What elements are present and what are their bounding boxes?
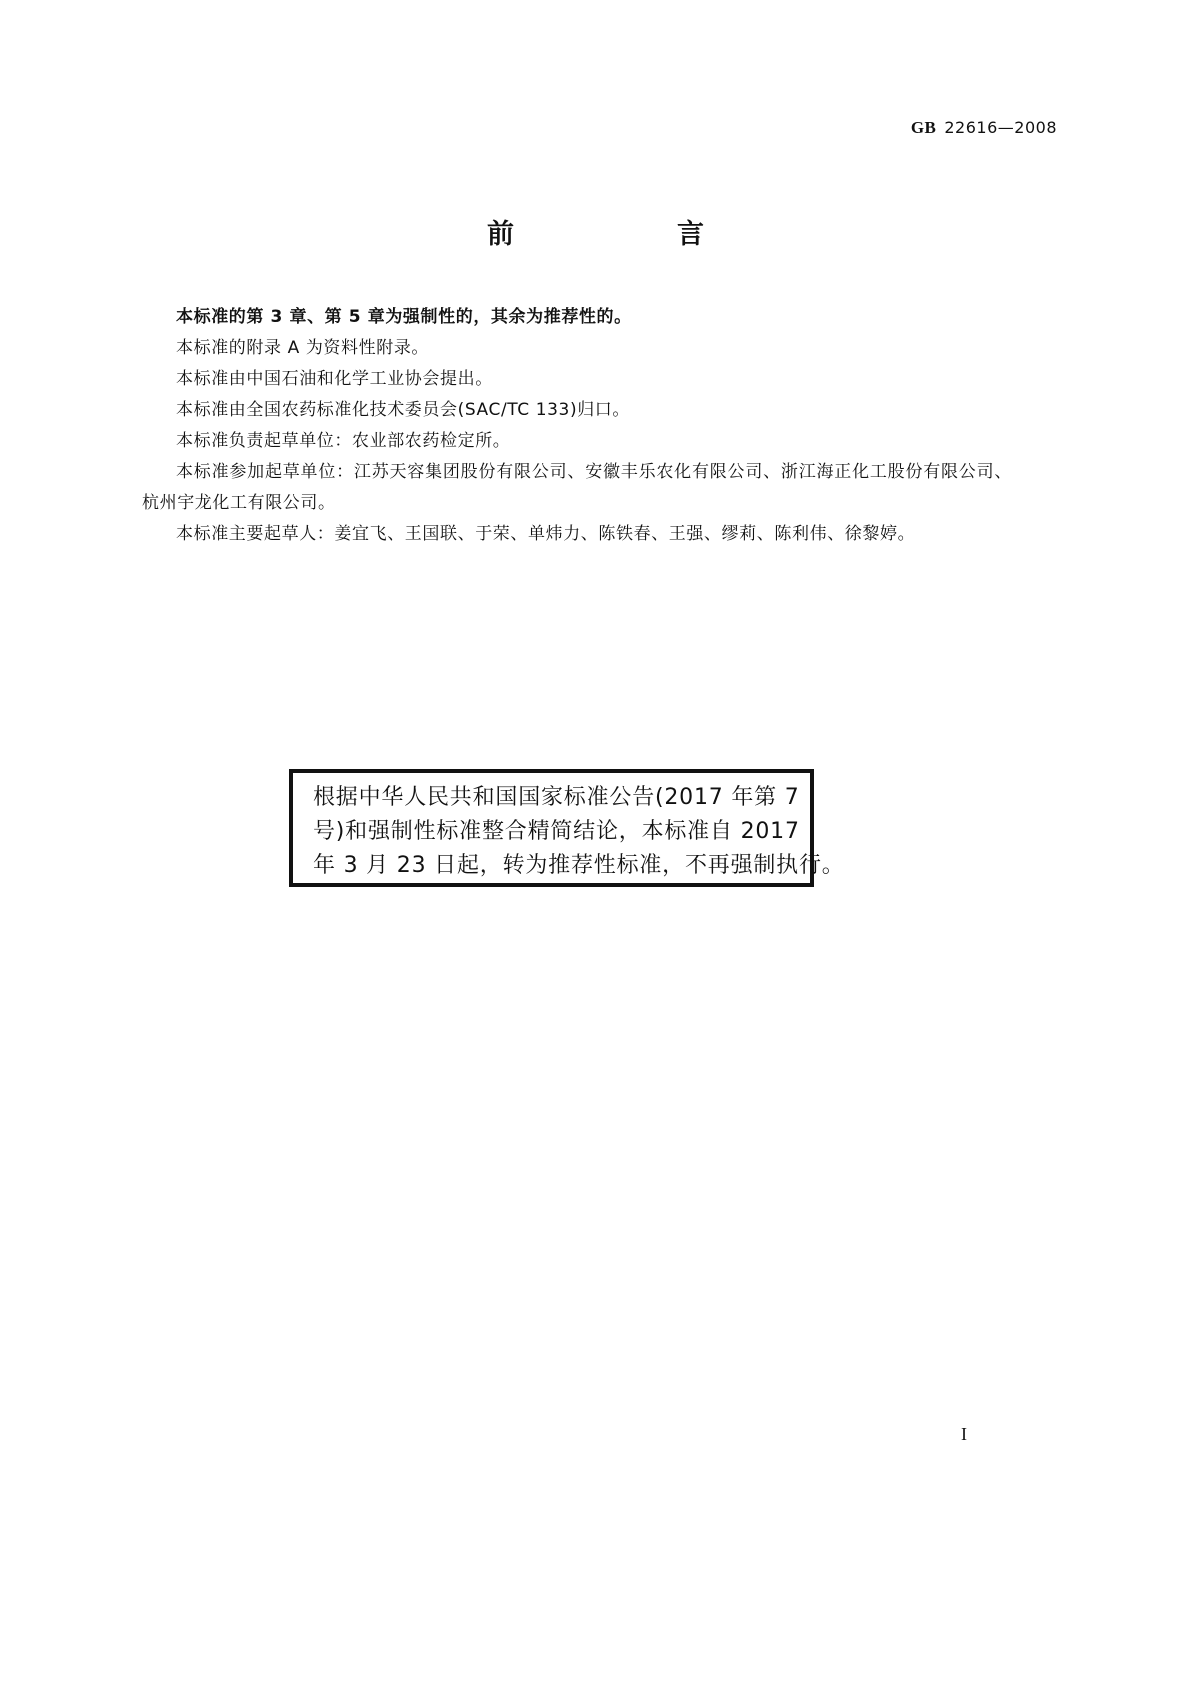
standard-prefix: GB: [910, 118, 937, 137]
paragraph-appendix: 本标准的附录 A 为资料性附录。: [176, 338, 430, 358]
paragraph-centralized-by: 本标准由全国农药标准化技术委员会(SAC/TC 133)归口。: [176, 400, 631, 420]
notice-line: 号)和强制性标准整合精简结论，本标准自 2017: [313, 819, 800, 844]
notice-box: [289, 769, 845, 887]
page-title: 前 言: [487, 219, 772, 250]
paragraph-participating-drafters: 本标准参加起草单位：江苏天容集团股份有限公司、安徽丰乐农化有限公司、浙江海正化工股份有限公司、杭州宇龙化工有限公司。: [142, 462, 1012, 513]
paragraph-lead-drafter: 本标准负责起草单位：农业部农药检定所。: [176, 431, 511, 451]
page-number: I: [961, 1424, 967, 1444]
notice-line: 根据中华人民共和国国家标准公告(2017 年第 7: [313, 785, 800, 810]
foreword-body: [142, 302, 1012, 550]
paragraph-proposed-by: 本标准由中国石油和化学工业协会提出。: [176, 369, 493, 389]
paragraph-main-drafters: 本标准主要起草人：姜宜飞、王国联、于荣、单炜力、陈铁春、王强、缪莉、陈利伟、徐黎婷。: [176, 524, 916, 544]
paragraph-mandatory: 本标准的第 3 章、第 5 章为强制性的，其余为推荐性的。: [176, 307, 632, 327]
notice-line: 年 3 月 23 日起，转为推荐性标准，不再强制执行。: [313, 853, 845, 878]
standard-number: 22616—2008: [944, 118, 1057, 137]
standard-code: [911, 118, 1057, 138]
